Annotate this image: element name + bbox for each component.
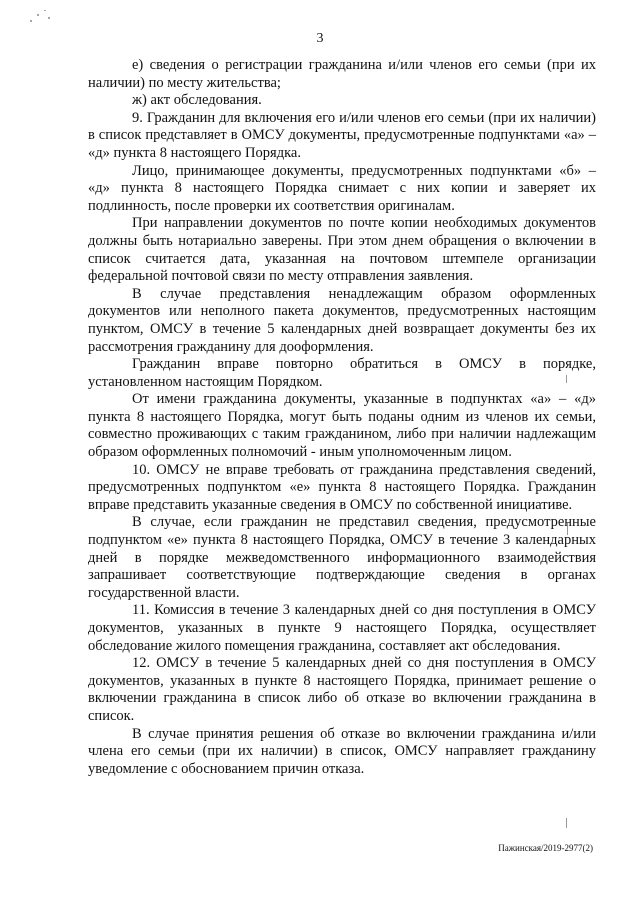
paragraph: Лицо, принимающее документы, предусмотренных подпунктами «б» – «д» пункта 8 настоящего Порядка снимает с них копии и заверяет их подлинность, после проверки их соответствия оригиналам. bbox=[88, 162, 596, 214]
scan-speck bbox=[44, 10, 46, 11]
paragraph: В случае, если гражданин не представил сведения, предусмотренные подпунктом «е» пункта 8 настоящего Порядка, ОМСУ в течение 3 календарных дней в порядке межведомственного информационного взаимодействия запрашивает соответствующие подтверждающие сведения в органах государственной власти. bbox=[88, 514, 596, 601]
paragraph: При направлении документов по почте копии необходимых документов должны быть нотариально заверены. При этом днем обращения о включении в список считается дата, указанная на почтовом штемпеле организации федеральной почтовой связи по месту отправления заявления. bbox=[88, 215, 596, 285]
paragraph: Гражданин вправе повторно обратиться в ОМСУ в порядке, установленном настоящим Порядком. bbox=[88, 356, 596, 390]
paragraph: е) сведения о регистрации гражданина и/или членов его семьи (при их наличии) по месту жительства; bbox=[88, 57, 596, 91]
scan-speck bbox=[37, 14, 39, 16]
paragraph: В случае представления ненадлежащим образом оформленных документов или неполного пакета документов, предусмотренных настоящим пунктом, ОМСУ в течение 5 календарных дней возвращает документы без их рассмотрения гражданину для дооформления. bbox=[88, 285, 596, 355]
paragraph: 12. ОМСУ в течение 5 календарных дней со дня поступления в ОМСУ документов, указанных в пункте 8 настоящего Порядка, принимает решение о включении гражданина в список либо об отказе во включении гражданина в список. bbox=[88, 655, 596, 724]
scan-speck bbox=[30, 20, 32, 22]
document-body bbox=[88, 57, 596, 778]
paragraph: От имени гражданина документы, указанные в подпунктах «а» – «д» пункта 8 настоящего Порядка, могут быть поданы одним из членов их семьи, совместно проживающих с таким гражданином, либо при наличии надлежащим образом оформленных полномочий - иным уполномоченным лицом. bbox=[88, 391, 596, 461]
paragraph: В случае принятия решения об отказе во включении гражданина и/или члена его семьи (при их наличии) в список, ОМСУ направляет гражданину уведомление с обоснованием причин отказа. bbox=[88, 725, 596, 777]
paragraph: ж) акт обследования. bbox=[132, 92, 262, 109]
scan-mark bbox=[566, 818, 567, 828]
document-code: Пажинская/2019-2977(2) bbox=[498, 843, 593, 853]
paragraph: 10. ОМСУ не вправе требовать от гражданина представления сведений, предусмотренных подпунктом «е» пункта 8 настоящего Порядка. Гражданин вправе представить указанные сведения в ОМСУ по собственной инициативе. bbox=[88, 461, 596, 513]
paragraph: 11. Комиссия в течение 3 календарных дней со дня поступления в ОМСУ документов, указанных в пункте 9 настоящего Порядка, осуществляет обследование жилого помещения гражданина, составляет акт обследования. bbox=[88, 602, 596, 654]
scan-speck bbox=[48, 17, 50, 19]
page-number: 3 bbox=[316, 31, 324, 46]
paragraph: 9. Гражданин для включения его и/или членов его семьи (при их наличии) в список представляет в ОМСУ документы, предусмотренные подпунктами «а» – «д» пункта 8 настоящего Порядка. bbox=[88, 109, 596, 161]
